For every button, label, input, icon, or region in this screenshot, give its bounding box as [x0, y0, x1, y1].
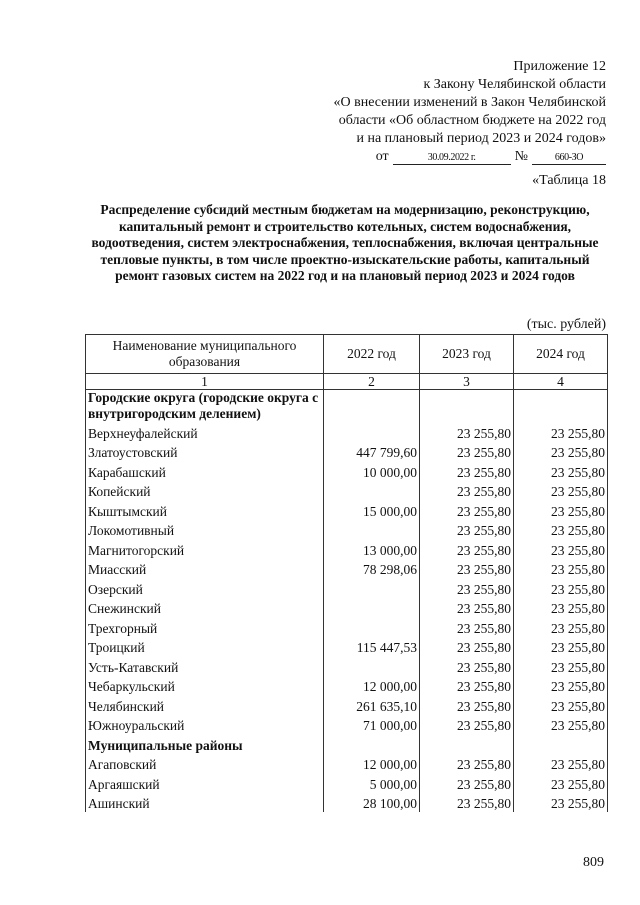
table-row	[86, 578, 608, 598]
header-cell: Наименование муниципального образования	[86, 335, 324, 374]
municipality-name: Чебаркульский	[86, 676, 324, 696]
municipality-name: Аргаяшский	[86, 773, 324, 793]
document-title: Распределение субсидий местным бюджетам на модернизацию, реконструкцию, капитальный ремонт и строительство котельных, систем водоснабжения, водоотведения, систем электроснабжения, теплоснабжения, включая центральные тепловые пункты, в том числе проектно-изыскательские работы, капитальный ремонт газовых систем на 2022 год и на плановый период 2023 и 2024 годов	[91, 202, 599, 283]
amount-cell	[324, 422, 420, 442]
law-date: 30.09.2022 г.	[393, 152, 511, 165]
amount-cell: 23 255,80	[514, 676, 608, 696]
amount-cell: 23 255,80	[514, 617, 608, 637]
amount-cell: 71 000,00	[324, 715, 420, 735]
amount-cell: 5 000,00	[324, 773, 420, 793]
table-row	[86, 539, 608, 559]
section-title: Муниципальные районы	[86, 734, 324, 754]
amount-cell	[324, 617, 420, 637]
header-row	[86, 335, 608, 374]
amount-cell: 28 100,00	[324, 793, 420, 813]
amount-cell: 23 255,80	[420, 793, 514, 813]
municipality-name: Троицкий	[86, 637, 324, 657]
amount-cell: 10 000,00	[324, 461, 420, 481]
table-row	[86, 422, 608, 442]
table-label: «Таблица 18	[532, 173, 606, 188]
amount-cell: 23 255,80	[420, 559, 514, 579]
municipality-name: Снежинский	[86, 598, 324, 618]
table-row	[86, 617, 608, 637]
amount-cell	[324, 520, 420, 540]
table-row	[86, 442, 608, 462]
municipality-name: Златоустовский	[86, 442, 324, 462]
amount-cell: 23 255,80	[514, 656, 608, 676]
annex-line: Приложение 12	[513, 59, 606, 74]
table-row	[86, 461, 608, 481]
section-title: Городские округа (городские округа с внутригородским делением)	[86, 390, 324, 423]
annex-line: «О внесении изменений в Закон Челябинской	[333, 95, 606, 110]
header-cell: 2022 год	[324, 335, 420, 374]
amount-cell	[324, 656, 420, 676]
header-cell: 2023 год	[420, 335, 514, 374]
amount-cell: 12 000,00	[324, 676, 420, 696]
section-row	[86, 734, 608, 754]
amount-cell: 23 255,80	[420, 500, 514, 520]
municipality-name: Верхнеуфалейский	[86, 422, 324, 442]
amount-cell: 23 255,80	[420, 754, 514, 774]
number-label: №	[514, 149, 528, 164]
table-row	[86, 656, 608, 676]
annex-line: области «Об областном бюджете на 2022 год	[338, 113, 606, 128]
amount-cell: 23 255,80	[420, 715, 514, 735]
annex-header	[334, 58, 607, 166]
amount-cell: 23 255,80	[514, 422, 608, 442]
amount-cell: 23 255,80	[514, 793, 608, 813]
index-cell: 1	[86, 374, 324, 390]
amount-cell: 23 255,80	[420, 442, 514, 462]
amount-cell: 23 255,80	[514, 578, 608, 598]
amount-cell	[324, 481, 420, 501]
index-cell: 4	[514, 374, 608, 390]
amount-cell: 23 255,80	[420, 695, 514, 715]
table-row	[86, 598, 608, 618]
municipality-name: Ашинский	[86, 793, 324, 813]
amount-cell: 23 255,80	[420, 676, 514, 696]
table-row	[86, 481, 608, 501]
amount-cell: 23 255,80	[514, 481, 608, 501]
municipality-name: Агаповский	[86, 754, 324, 774]
table-row	[86, 773, 608, 793]
municipality-name: Трехгорный	[86, 617, 324, 637]
table-row	[86, 676, 608, 696]
municipality-name: Копейский	[86, 481, 324, 501]
amount-cell: 15 000,00	[324, 500, 420, 520]
table-row	[86, 520, 608, 540]
amount-cell: 23 255,80	[514, 695, 608, 715]
municipality-name: Локомотивный	[86, 520, 324, 540]
amount-cell: 23 255,80	[420, 422, 514, 442]
municipality-name: Озерский	[86, 578, 324, 598]
amount-cell: 23 255,80	[514, 754, 608, 774]
index-cell: 2	[324, 374, 420, 390]
amount-cell	[324, 598, 420, 618]
table-row	[86, 559, 608, 579]
annex-date-line	[334, 148, 607, 166]
municipality-name: Челябинский	[86, 695, 324, 715]
amount-cell	[324, 578, 420, 598]
table-row	[86, 793, 608, 813]
amount-cell: 115 447,53	[324, 637, 420, 657]
header-cell: 2024 год	[514, 335, 608, 374]
amount-cell: 23 255,80	[420, 481, 514, 501]
amount-cell: 23 255,80	[514, 598, 608, 618]
annex-line: к Закону Челябинской области	[423, 77, 606, 92]
amount-cell: 447 799,60	[324, 442, 420, 462]
amount-cell: 23 255,80	[420, 617, 514, 637]
amount-cell: 23 255,80	[514, 442, 608, 462]
amount-cell: 23 255,80	[514, 539, 608, 559]
amount-cell: 23 255,80	[514, 500, 608, 520]
municipality-name: Миасский	[86, 559, 324, 579]
amount-cell: 23 255,80	[420, 637, 514, 657]
municipality-name: Усть-Катавский	[86, 656, 324, 676]
amount-cell: 23 255,80	[420, 520, 514, 540]
amount-cell: 23 255,80	[420, 461, 514, 481]
municipality-name: Кыштымский	[86, 500, 324, 520]
amount-cell: 23 255,80	[514, 461, 608, 481]
index-cell: 3	[420, 374, 514, 390]
subsidy-table	[85, 334, 608, 812]
amount-cell: 23 255,80	[514, 520, 608, 540]
amount-cell: 23 255,80	[420, 578, 514, 598]
amount-cell: 23 255,80	[514, 715, 608, 735]
table-row	[86, 695, 608, 715]
amount-cell: 23 255,80	[420, 539, 514, 559]
municipality-name: Магнитогорский	[86, 539, 324, 559]
amount-cell: 23 255,80	[514, 637, 608, 657]
table-row	[86, 754, 608, 774]
amount-cell: 23 255,80	[420, 598, 514, 618]
amount-cell: 23 255,80	[514, 559, 608, 579]
municipality-name: Карабашский	[86, 461, 324, 481]
index-row	[86, 374, 608, 390]
table-row	[86, 500, 608, 520]
section-row	[86, 390, 608, 423]
annex-line: и на плановый период 2023 и 2024 годов»	[356, 131, 606, 146]
page-number: 809	[583, 855, 604, 870]
units-label: (тыс. рублей)	[526, 317, 606, 332]
municipality-name: Южноуральский	[86, 715, 324, 735]
amount-cell: 23 255,80	[420, 656, 514, 676]
amount-cell: 13 000,00	[324, 539, 420, 559]
amount-cell: 23 255,80	[420, 773, 514, 793]
amount-cell: 261 635,10	[324, 695, 420, 715]
amount-cell: 78 298,06	[324, 559, 420, 579]
law-number: 660-ЗО	[532, 152, 606, 165]
from-label: от	[375, 149, 389, 164]
table-row	[86, 715, 608, 735]
amount-cell: 12 000,00	[324, 754, 420, 774]
amount-cell: 23 255,80	[514, 773, 608, 793]
table-row	[86, 637, 608, 657]
